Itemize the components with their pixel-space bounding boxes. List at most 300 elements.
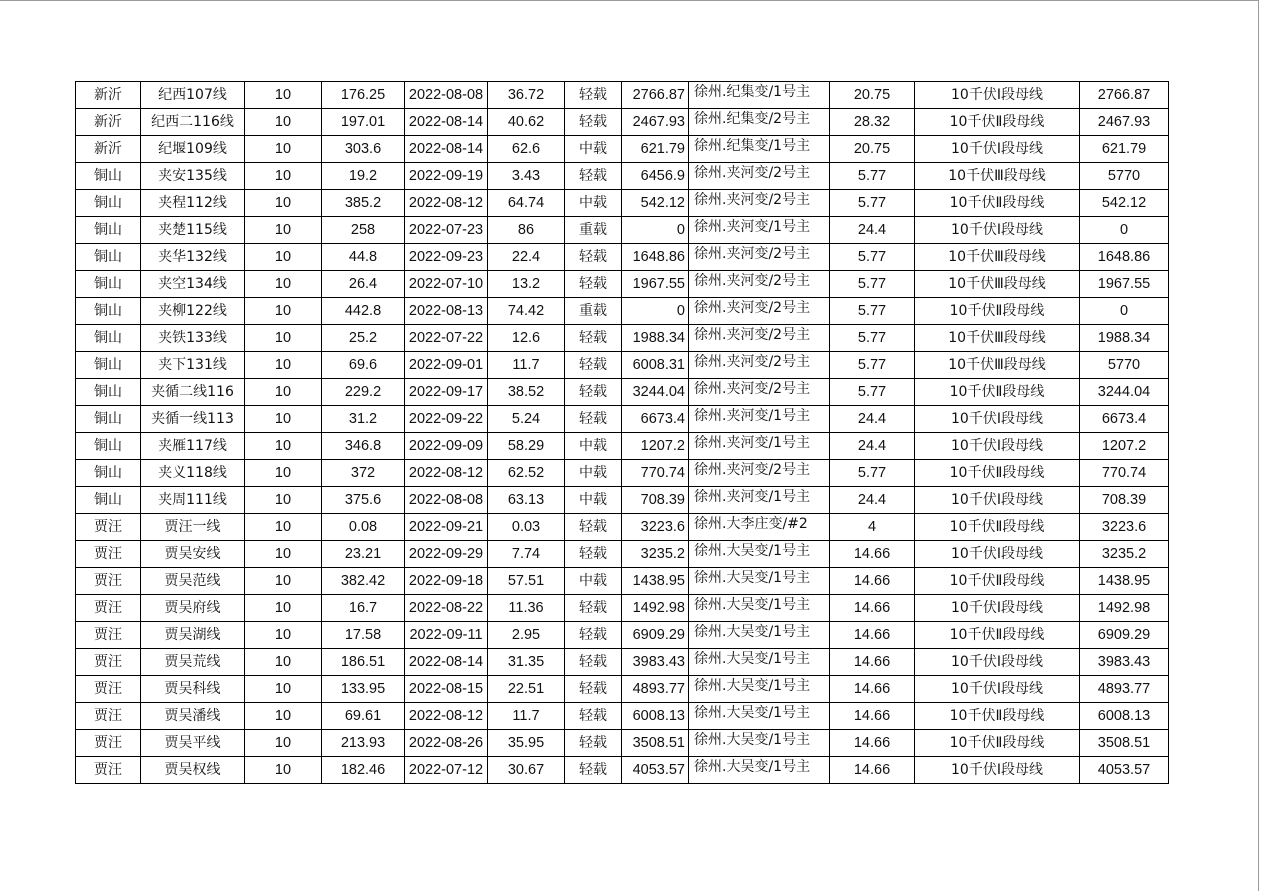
line-name-cell: 夹周111线 [141, 487, 245, 514]
load-status-cell: 轻载 [565, 595, 622, 622]
region-cell: 贾汪 [76, 730, 141, 757]
region-cell: 贾汪 [76, 649, 141, 676]
transformer-rate-cell: 5.77 [830, 190, 915, 217]
voltage-cell: 10 [245, 82, 322, 109]
available-capacity-cell: 1648.86 [1080, 244, 1169, 271]
bus-section-cell: 10千伏Ⅱ段母线 [915, 622, 1080, 649]
bus-section-cell: 10千伏Ⅱ段母线 [915, 460, 1080, 487]
transformer-rate-cell: 14.66 [830, 568, 915, 595]
region-cell: 铜山 [76, 352, 141, 379]
line-name-cell: 纪西107线 [141, 82, 245, 109]
region-cell: 铜山 [76, 271, 141, 298]
substation-cell: 徐州.大吴变/1号主 [689, 676, 830, 703]
transformer-rate-cell: 14.66 [830, 595, 915, 622]
load-rate-cell: 40.62 [488, 109, 565, 136]
substation-cell: 徐州.大吴变/1号主 [689, 595, 830, 622]
transformer-rate-cell: 14.66 [830, 676, 915, 703]
load-status-cell: 轻载 [565, 541, 622, 568]
date-cell: 2022-09-17 [405, 379, 488, 406]
substation-cell: 徐州.夹河变/2号主 [689, 298, 830, 325]
substation-cell: 徐州.纪集变/2号主 [689, 109, 830, 136]
date-cell: 2022-08-12 [405, 460, 488, 487]
bus-section-cell: 10千伏Ⅰ段母线 [915, 82, 1080, 109]
transformer-rate-cell: 5.77 [830, 325, 915, 352]
load-rate-cell: 11.36 [488, 595, 565, 622]
region-cell: 新沂 [76, 109, 141, 136]
current-cell: 69.61 [322, 703, 405, 730]
voltage-cell: 10 [245, 541, 322, 568]
date-cell: 2022-09-19 [405, 163, 488, 190]
substation-cell: 徐州.大吴变/1号主 [689, 541, 830, 568]
date-cell: 2022-08-26 [405, 730, 488, 757]
line-name-cell: 夹楚115线 [141, 217, 245, 244]
load-status-cell: 轻载 [565, 163, 622, 190]
table-row [76, 433, 1169, 460]
substation-cell: 徐州.大吴变/1号主 [689, 757, 830, 784]
substation-cell: 徐州.夹河变/2号主 [689, 325, 830, 352]
transformer-rate-cell: 5.77 [830, 271, 915, 298]
bus-section-cell: 10千伏Ⅰ段母线 [915, 136, 1080, 163]
table-row [76, 649, 1169, 676]
substation-cell: 徐州.夹河变/2号主 [689, 163, 830, 190]
load-status-cell: 轻载 [565, 406, 622, 433]
transformer-rate-cell: 14.66 [830, 703, 915, 730]
voltage-cell: 10 [245, 595, 322, 622]
region-cell: 新沂 [76, 136, 141, 163]
available-capacity-cell: 6673.4 [1080, 406, 1169, 433]
capacity-cell: 3508.51 [622, 730, 689, 757]
date-cell: 2022-08-14 [405, 136, 488, 163]
current-cell: 346.8 [322, 433, 405, 460]
load-status-cell: 中载 [565, 136, 622, 163]
date-cell: 2022-07-10 [405, 271, 488, 298]
transformer-rate-cell: 4 [830, 514, 915, 541]
load-rate-cell: 64.74 [488, 190, 565, 217]
current-cell: 31.2 [322, 406, 405, 433]
region-cell: 新沂 [76, 82, 141, 109]
table-row [76, 271, 1169, 298]
available-capacity-cell: 3235.2 [1080, 541, 1169, 568]
available-capacity-cell: 770.74 [1080, 460, 1169, 487]
substation-cell: 徐州.纪集变/1号主 [689, 136, 830, 163]
available-capacity-cell: 1492.98 [1080, 595, 1169, 622]
available-capacity-cell: 3508.51 [1080, 730, 1169, 757]
current-cell: 19.2 [322, 163, 405, 190]
bus-section-cell: 10千伏Ⅱ段母线 [915, 190, 1080, 217]
date-cell: 2022-09-11 [405, 622, 488, 649]
region-cell: 贾汪 [76, 595, 141, 622]
date-cell: 2022-09-29 [405, 541, 488, 568]
region-cell: 铜山 [76, 298, 141, 325]
current-cell: 258 [322, 217, 405, 244]
table-row [76, 487, 1169, 514]
capacity-cell: 6909.29 [622, 622, 689, 649]
available-capacity-cell: 4053.57 [1080, 757, 1169, 784]
voltage-cell: 10 [245, 109, 322, 136]
load-rate-cell: 62.6 [488, 136, 565, 163]
date-cell: 2022-07-12 [405, 757, 488, 784]
available-capacity-cell: 0 [1080, 217, 1169, 244]
capacity-cell: 6456.9 [622, 163, 689, 190]
region-cell: 铜山 [76, 163, 141, 190]
available-capacity-cell: 0 [1080, 298, 1169, 325]
available-capacity-cell: 1988.34 [1080, 325, 1169, 352]
table-row [76, 541, 1169, 568]
load-status-cell: 中载 [565, 433, 622, 460]
available-capacity-cell: 3983.43 [1080, 649, 1169, 676]
substation-cell: 徐州.纪集变/1号主 [689, 82, 830, 109]
current-cell: 44.8 [322, 244, 405, 271]
current-cell: 442.8 [322, 298, 405, 325]
load-rate-cell: 36.72 [488, 82, 565, 109]
feeder-load-table [75, 81, 1169, 784]
transformer-rate-cell: 5.77 [830, 244, 915, 271]
current-cell: 16.7 [322, 595, 405, 622]
available-capacity-cell: 542.12 [1080, 190, 1169, 217]
substation-cell: 徐州.大吴变/1号主 [689, 568, 830, 595]
line-name-cell: 夹循一线113 [141, 406, 245, 433]
transformer-rate-cell: 24.4 [830, 487, 915, 514]
transformer-rate-cell: 20.75 [830, 136, 915, 163]
date-cell: 2022-08-14 [405, 109, 488, 136]
load-rate-cell: 58.29 [488, 433, 565, 460]
substation-cell: 徐州.大吴变/1号主 [689, 649, 830, 676]
substation-cell: 徐州.大吴变/1号主 [689, 622, 830, 649]
line-name-cell: 贾吴范线 [141, 568, 245, 595]
current-cell: 186.51 [322, 649, 405, 676]
capacity-cell: 3244.04 [622, 379, 689, 406]
load-rate-cell: 63.13 [488, 487, 565, 514]
date-cell: 2022-08-12 [405, 190, 488, 217]
capacity-cell: 621.79 [622, 136, 689, 163]
current-cell: 176.25 [322, 82, 405, 109]
available-capacity-cell: 6008.13 [1080, 703, 1169, 730]
current-cell: 213.93 [322, 730, 405, 757]
table-row [76, 136, 1169, 163]
substation-cell: 徐州.夹河变/2号主 [689, 244, 830, 271]
current-cell: 197.01 [322, 109, 405, 136]
region-cell: 贾汪 [76, 541, 141, 568]
line-name-cell: 夹铁133线 [141, 325, 245, 352]
bus-section-cell: 10千伏Ⅱ段母线 [915, 109, 1080, 136]
available-capacity-cell: 1967.55 [1080, 271, 1169, 298]
voltage-cell: 10 [245, 568, 322, 595]
capacity-cell: 1207.2 [622, 433, 689, 460]
bus-section-cell: 10千伏Ⅱ段母线 [915, 514, 1080, 541]
line-name-cell: 夹空134线 [141, 271, 245, 298]
capacity-cell: 3235.2 [622, 541, 689, 568]
load-rate-cell: 86 [488, 217, 565, 244]
transformer-rate-cell: 5.77 [830, 379, 915, 406]
table-row [76, 244, 1169, 271]
bus-section-cell: 10千伏Ⅲ段母线 [915, 352, 1080, 379]
voltage-cell: 10 [245, 190, 322, 217]
table-row [76, 298, 1169, 325]
capacity-cell: 542.12 [622, 190, 689, 217]
table-row [76, 757, 1169, 784]
date-cell: 2022-08-15 [405, 676, 488, 703]
transformer-rate-cell: 14.66 [830, 541, 915, 568]
capacity-cell: 708.39 [622, 487, 689, 514]
available-capacity-cell: 708.39 [1080, 487, 1169, 514]
available-capacity-cell: 2766.87 [1080, 82, 1169, 109]
date-cell: 2022-09-09 [405, 433, 488, 460]
line-name-cell: 贾吴湖线 [141, 622, 245, 649]
current-cell: 133.95 [322, 676, 405, 703]
load-rate-cell: 31.35 [488, 649, 565, 676]
voltage-cell: 10 [245, 325, 322, 352]
table-row [76, 190, 1169, 217]
date-cell: 2022-08-08 [405, 82, 488, 109]
substation-cell: 徐州.夹河变/1号主 [689, 217, 830, 244]
voltage-cell: 10 [245, 271, 322, 298]
load-status-cell: 中载 [565, 460, 622, 487]
load-rate-cell: 11.7 [488, 352, 565, 379]
substation-cell: 徐州.夹河变/2号主 [689, 352, 830, 379]
date-cell: 2022-07-22 [405, 325, 488, 352]
line-name-cell: 贾吴潘线 [141, 703, 245, 730]
line-name-cell: 贾吴荒线 [141, 649, 245, 676]
table-row [76, 82, 1169, 109]
bus-section-cell: 10千伏Ⅰ段母线 [915, 595, 1080, 622]
capacity-cell: 1988.34 [622, 325, 689, 352]
line-name-cell: 夹程112线 [141, 190, 245, 217]
load-rate-cell: 30.67 [488, 757, 565, 784]
region-cell: 铜山 [76, 487, 141, 514]
current-cell: 385.2 [322, 190, 405, 217]
transformer-rate-cell: 28.32 [830, 109, 915, 136]
region-cell: 贾汪 [76, 703, 141, 730]
capacity-cell: 3223.6 [622, 514, 689, 541]
load-status-cell: 轻载 [565, 676, 622, 703]
substation-cell: 徐州.夹河变/1号主 [689, 406, 830, 433]
date-cell: 2022-09-21 [405, 514, 488, 541]
available-capacity-cell: 4893.77 [1080, 676, 1169, 703]
load-rate-cell: 0.03 [488, 514, 565, 541]
available-capacity-cell: 2467.93 [1080, 109, 1169, 136]
load-rate-cell: 35.95 [488, 730, 565, 757]
bus-section-cell: 10千伏Ⅱ段母线 [915, 298, 1080, 325]
bus-section-cell: 10千伏Ⅱ段母线 [915, 730, 1080, 757]
bus-section-cell: 10千伏Ⅰ段母线 [915, 433, 1080, 460]
table-row [76, 514, 1169, 541]
voltage-cell: 10 [245, 676, 322, 703]
date-cell: 2022-07-23 [405, 217, 488, 244]
bus-section-cell: 10千伏Ⅲ段母线 [915, 244, 1080, 271]
load-status-cell: 中载 [565, 487, 622, 514]
region-cell: 贾汪 [76, 514, 141, 541]
load-status-cell: 轻载 [565, 757, 622, 784]
capacity-cell: 6008.13 [622, 703, 689, 730]
date-cell: 2022-09-01 [405, 352, 488, 379]
voltage-cell: 10 [245, 298, 322, 325]
voltage-cell: 10 [245, 406, 322, 433]
load-status-cell: 重载 [565, 217, 622, 244]
table-row [76, 460, 1169, 487]
line-name-cell: 夹下131线 [141, 352, 245, 379]
voltage-cell: 10 [245, 433, 322, 460]
bus-section-cell: 10千伏Ⅰ段母线 [915, 217, 1080, 244]
voltage-cell: 10 [245, 460, 322, 487]
current-cell: 382.42 [322, 568, 405, 595]
line-name-cell: 纪西二116线 [141, 109, 245, 136]
line-name-cell: 夹华132线 [141, 244, 245, 271]
available-capacity-cell: 1438.95 [1080, 568, 1169, 595]
transformer-rate-cell: 24.4 [830, 217, 915, 244]
table-row [76, 406, 1169, 433]
capacity-cell: 4053.57 [622, 757, 689, 784]
load-status-cell: 中载 [565, 568, 622, 595]
voltage-cell: 10 [245, 622, 322, 649]
date-cell: 2022-08-12 [405, 703, 488, 730]
current-cell: 229.2 [322, 379, 405, 406]
line-name-cell: 贾汪一线 [141, 514, 245, 541]
substation-cell: 徐州.大吴变/1号主 [689, 703, 830, 730]
load-status-cell: 轻载 [565, 82, 622, 109]
substation-cell: 徐州.夹河变/2号主 [689, 271, 830, 298]
load-status-cell: 轻载 [565, 109, 622, 136]
substation-cell: 徐州.大李庄变/#2 [689, 514, 830, 541]
available-capacity-cell: 6909.29 [1080, 622, 1169, 649]
capacity-cell: 6673.4 [622, 406, 689, 433]
current-cell: 69.6 [322, 352, 405, 379]
current-cell: 372 [322, 460, 405, 487]
line-name-cell: 夹雁117线 [141, 433, 245, 460]
capacity-cell: 2467.93 [622, 109, 689, 136]
capacity-cell: 1492.98 [622, 595, 689, 622]
load-rate-cell: 74.42 [488, 298, 565, 325]
region-cell: 铜山 [76, 190, 141, 217]
table-row [76, 703, 1169, 730]
line-name-cell: 夹义118线 [141, 460, 245, 487]
load-status-cell: 轻载 [565, 352, 622, 379]
load-status-cell: 轻载 [565, 379, 622, 406]
table-body [76, 82, 1169, 784]
current-cell: 17.58 [322, 622, 405, 649]
bus-section-cell: 10千伏Ⅰ段母线 [915, 541, 1080, 568]
transformer-rate-cell: 5.77 [830, 163, 915, 190]
line-name-cell: 纪堰109线 [141, 136, 245, 163]
transformer-rate-cell: 20.75 [830, 82, 915, 109]
region-cell: 贾汪 [76, 676, 141, 703]
load-status-cell: 轻载 [565, 649, 622, 676]
current-cell: 0.08 [322, 514, 405, 541]
current-cell: 182.46 [322, 757, 405, 784]
line-name-cell: 夹安135线 [141, 163, 245, 190]
load-rate-cell: 7.74 [488, 541, 565, 568]
voltage-cell: 10 [245, 379, 322, 406]
available-capacity-cell: 5770 [1080, 163, 1169, 190]
load-status-cell: 中载 [565, 190, 622, 217]
capacity-cell: 0 [622, 298, 689, 325]
available-capacity-cell: 1207.2 [1080, 433, 1169, 460]
substation-cell: 徐州.夹河变/2号主 [689, 190, 830, 217]
voltage-cell: 10 [245, 487, 322, 514]
date-cell: 2022-08-22 [405, 595, 488, 622]
voltage-cell: 10 [245, 217, 322, 244]
bus-section-cell: 10千伏Ⅲ段母线 [915, 163, 1080, 190]
load-rate-cell: 12.6 [488, 325, 565, 352]
capacity-cell: 3983.43 [622, 649, 689, 676]
transformer-rate-cell: 14.66 [830, 622, 915, 649]
line-name-cell: 贾吴权线 [141, 757, 245, 784]
line-name-cell: 夹循二线116 [141, 379, 245, 406]
table-row [76, 730, 1169, 757]
load-rate-cell: 62.52 [488, 460, 565, 487]
current-cell: 25.2 [322, 325, 405, 352]
table-row [76, 109, 1169, 136]
bus-section-cell: 10千伏Ⅰ段母线 [915, 649, 1080, 676]
available-capacity-cell: 5770 [1080, 352, 1169, 379]
transformer-rate-cell: 24.4 [830, 433, 915, 460]
load-rate-cell: 38.52 [488, 379, 565, 406]
load-rate-cell: 22.51 [488, 676, 565, 703]
region-cell: 铜山 [76, 244, 141, 271]
load-status-cell: 重载 [565, 298, 622, 325]
available-capacity-cell: 3244.04 [1080, 379, 1169, 406]
capacity-cell: 770.74 [622, 460, 689, 487]
bus-section-cell: 10千伏Ⅱ段母线 [915, 379, 1080, 406]
line-name-cell: 贾吴平线 [141, 730, 245, 757]
date-cell: 2022-08-13 [405, 298, 488, 325]
table-row [76, 325, 1169, 352]
line-name-cell: 夹柳122线 [141, 298, 245, 325]
capacity-cell: 0 [622, 217, 689, 244]
bus-section-cell: 10千伏Ⅱ段母线 [915, 703, 1080, 730]
transformer-rate-cell: 5.77 [830, 352, 915, 379]
table-row [76, 163, 1169, 190]
table-row [76, 622, 1169, 649]
voltage-cell: 10 [245, 649, 322, 676]
substation-cell: 徐州.夹河变/1号主 [689, 433, 830, 460]
load-rate-cell: 11.7 [488, 703, 565, 730]
bus-section-cell: 10千伏Ⅲ段母线 [915, 325, 1080, 352]
voltage-cell: 10 [245, 703, 322, 730]
capacity-cell: 1967.55 [622, 271, 689, 298]
date-cell: 2022-08-08 [405, 487, 488, 514]
table-row [76, 595, 1169, 622]
region-cell: 贾汪 [76, 622, 141, 649]
load-rate-cell: 57.51 [488, 568, 565, 595]
transformer-rate-cell: 24.4 [830, 406, 915, 433]
table-row [76, 676, 1169, 703]
load-status-cell: 轻载 [565, 271, 622, 298]
date-cell: 2022-08-14 [405, 649, 488, 676]
bus-section-cell: 10千伏Ⅱ段母线 [915, 568, 1080, 595]
voltage-cell: 10 [245, 757, 322, 784]
load-rate-cell: 13.2 [488, 271, 565, 298]
region-cell: 贾汪 [76, 568, 141, 595]
transformer-rate-cell: 14.66 [830, 757, 915, 784]
load-status-cell: 轻载 [565, 622, 622, 649]
date-cell: 2022-09-22 [405, 406, 488, 433]
line-name-cell: 贾吴科线 [141, 676, 245, 703]
load-rate-cell: 5.24 [488, 406, 565, 433]
substation-cell: 徐州.夹河变/2号主 [689, 460, 830, 487]
table-row [76, 217, 1169, 244]
load-rate-cell: 2.95 [488, 622, 565, 649]
load-status-cell: 轻载 [565, 514, 622, 541]
region-cell: 铜山 [76, 460, 141, 487]
load-status-cell: 轻载 [565, 244, 622, 271]
bus-section-cell: 10千伏Ⅰ段母线 [915, 676, 1080, 703]
current-cell: 303.6 [322, 136, 405, 163]
load-status-cell: 轻载 [565, 730, 622, 757]
region-cell: 铜山 [76, 217, 141, 244]
bus-section-cell: 10千伏Ⅲ段母线 [915, 271, 1080, 298]
current-cell: 26.4 [322, 271, 405, 298]
region-cell: 铜山 [76, 379, 141, 406]
